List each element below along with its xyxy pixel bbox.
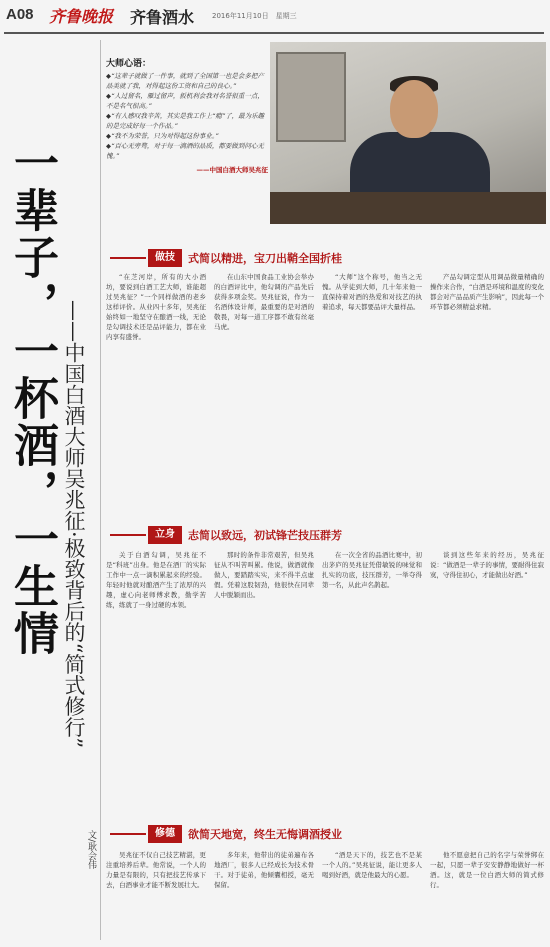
- person-head: [390, 80, 438, 138]
- quote-line: ◆“百心无旁骛，对于每一滴酒的品质，都要做到问心无愧。”: [106, 142, 264, 160]
- byline: 文/耿会伟: [86, 830, 96, 870]
- column-divider: [100, 40, 101, 940]
- section-banner: [106, 248, 544, 268]
- section-heading: 式简以精进，宝刀出鞘全国折桂: [188, 252, 342, 265]
- banner-rule: [110, 833, 146, 835]
- article-column: “大师”这个称号，他当之无愧。从学徒到大师，几十年来他一直保持着对酒的热爱和对技艺的执着追求，每天都要品评大量样品。: [322, 273, 422, 311]
- section-tag: 修德: [148, 825, 182, 843]
- portrait-photo: [270, 42, 546, 224]
- article-column: “在芝河岸，所有的大小酒坊，要说到白酒工艺大师，谁能超过吴兆征？”一个同样做酒的老乡这样评价。从业四十多年，吴兆征始终如一地坚守在酿酒一线，无论是勾调技术还是品评能力，都在业内享有盛誉。: [106, 273, 206, 341]
- section-tag: 做技: [148, 249, 182, 267]
- banner-rule: [110, 257, 146, 259]
- article-column: 那时的条件非常艰苦，但吴兆征从不叫苦叫累。他说，做酒就像做人，要踏踏实实，来不得半点虚假。凭着这股韧劲，他很快在同辈人中脱颖而出。: [214, 551, 314, 599]
- article-column: 在一次全省的品酒比赛中，初出茅庐的吴兆征凭借敏锐的味觉和扎实的功底，技压群芳，一举夺得第一名，从此声名鹊起。: [322, 551, 422, 589]
- quote-line: ◆“我不为荣誉，只为对得起这份事业。”: [106, 132, 219, 140]
- newspaper-logo: 齐鲁晚报: [49, 7, 114, 26]
- quote-line: ◆“这辈子就做了一件事，就到了全国第一也是会多把产品美就了我，对得起这份工资和自己的良心。”: [106, 72, 264, 90]
- section-heading: 志简以致远，初试锋芒技压群芳: [188, 529, 342, 542]
- issue-date: 2016年11月10日 星期三: [212, 12, 297, 20]
- article-column: 在山东中国食品工业协会举办的白酒评比中，他勾调的产品先后获得多项金奖。吴兆征说，作为一名酒体设计师，最重要的是对酒的敬畏，对每一道工序都不敢有丝毫马虎。: [214, 273, 314, 331]
- desk: [270, 192, 546, 224]
- section-tag: 立身: [148, 526, 182, 544]
- quote-line: ◆“有人感叹我辛苦，其实是我工作上“瘾”了，最为乐趣的是完成好每一个作品。”: [106, 112, 265, 130]
- page-number: A08: [6, 6, 34, 23]
- article-column: 多年来，他带出的徒弟遍布各地酒厂，很多人已经成长为技术骨干。对于徒弟，他倾囊相授，毫无保留。: [214, 851, 314, 889]
- article-column: 吴兆征不仅自己技艺精湛，更注重培养后辈。他常说，一个人的力量是有限的，只有把技艺传承下去，白酒事业才能不断发展壮大。: [106, 851, 206, 889]
- bookshelf: [276, 52, 346, 142]
- page-header: [4, 4, 544, 34]
- section-banner: [106, 824, 544, 844]
- section-banner: [106, 525, 544, 545]
- main-headline: 一辈子，一杯酒，一生情: [6, 140, 59, 657]
- banner-rule: [110, 534, 146, 536]
- sub-headline: ——中国白酒大师吴兆征·极致背后的“简式修行”: [62, 300, 86, 749]
- article-column: “酒是天下的，技艺也不是某一个人的。”吴兆征说，能让更多人喝到好酒，就是他最大的心愿。: [322, 851, 422, 879]
- article-column: 关于白酒勾调，吴兆征不是“科班”出身。他是在酒厂的实际工作中一点一滴积累起来的经验。年轻时他就对酿酒产生了浓厚的兴趣，虚心向老师傅求教，勤学苦练，练就了一身过硬的本领。: [106, 551, 206, 609]
- section-heading: 欲简天地宽，终生无悔调酒授业: [188, 828, 342, 841]
- quote-heading: 大师心语：: [106, 59, 152, 69]
- article-column: 产品勾调定型从用调品微量精确的操作来合作，“白酒是环境和温度的变化都会对产品品质产生影响”，因此每一个环节都必须精益求精。: [430, 273, 544, 311]
- article-column: 他不愿意把自己的名字与荣誉绑在一起，只愿一辈子安安静静地做好一杯酒。这，就是一位白酒大师的简式修行。: [430, 851, 544, 889]
- section-title: 齐鲁酒水: [130, 8, 195, 27]
- article-column: 谈到这些年来的经历，吴兆征说：“做酒是一辈子的事情，要耐得住寂寞，守得住初心，才能做出好酒。”: [430, 551, 544, 579]
- quote-line: ◆“人过留名，雁过留声，扳机利会我对名誉很重一点，不是名气很高。”: [106, 92, 264, 110]
- quote-box: [106, 56, 268, 228]
- quote-signature: ——中国白酒大师吴兆征: [196, 166, 268, 174]
